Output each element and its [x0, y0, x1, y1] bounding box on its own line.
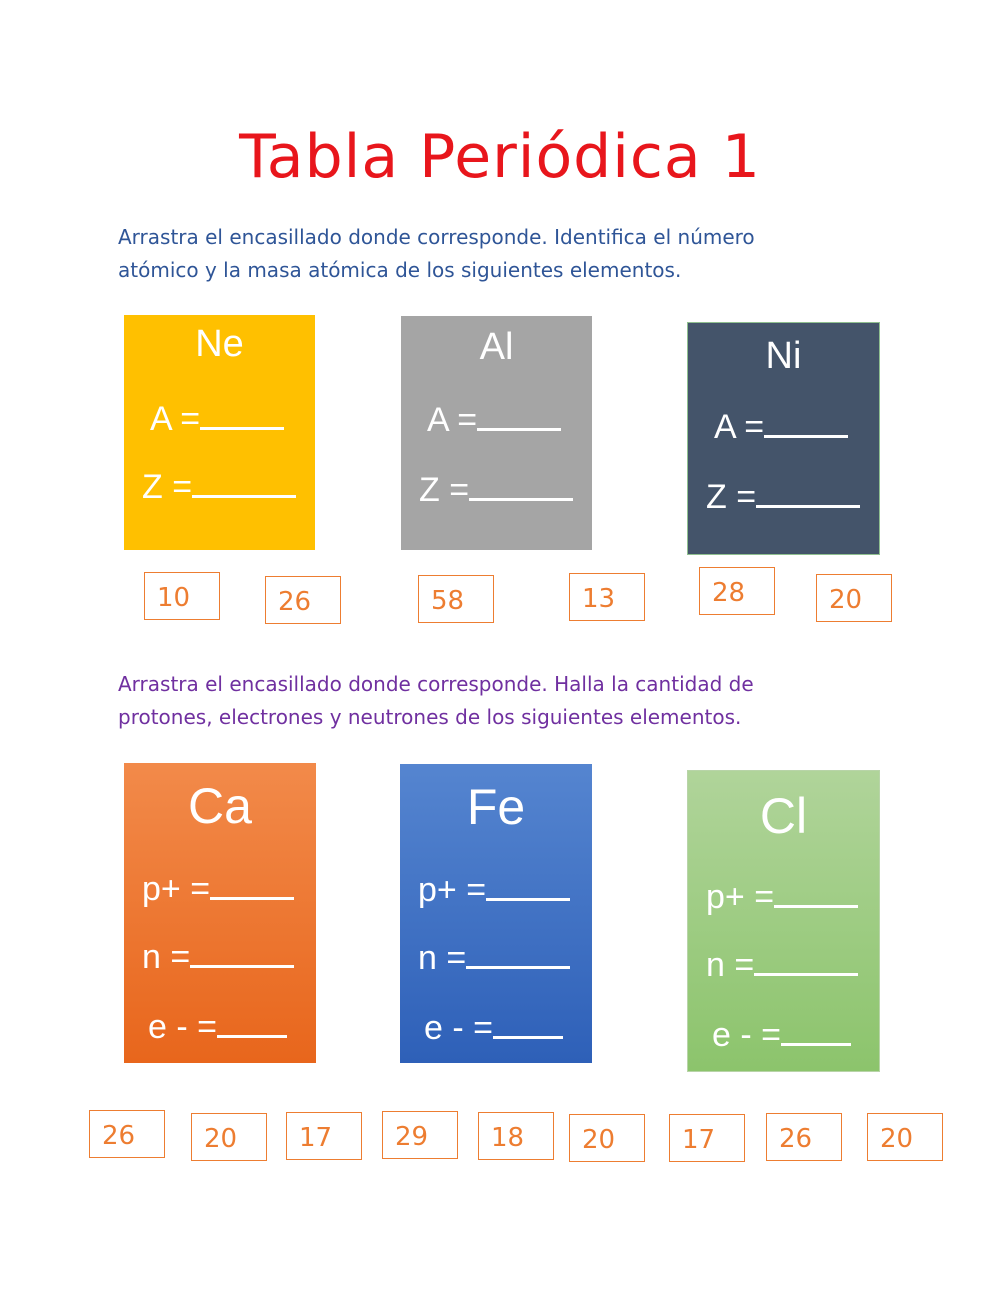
line-label: p+ = — [418, 871, 487, 909]
element-card-fe — [400, 764, 592, 1063]
element-symbol: Ne — [195, 323, 244, 365]
blank-line — [477, 398, 561, 431]
answer-chip[interactable]: 13 — [569, 573, 645, 621]
answer-chip[interactable]: 29 — [382, 1111, 458, 1159]
line-label: n = — [142, 938, 191, 976]
drop-target-protons[interactable] — [418, 868, 570, 910]
drop-target-z[interactable] — [706, 475, 860, 517]
blank-line — [781, 1013, 851, 1046]
line-label: e - = — [148, 1008, 217, 1046]
answer-chip[interactable]: 18 — [478, 1112, 554, 1160]
line-label: p+ = — [706, 878, 775, 916]
answer-chip[interactable]: 26 — [89, 1110, 165, 1158]
element-symbol: Ni — [765, 335, 802, 377]
line-label: p+ = — [142, 870, 211, 908]
blank-line — [486, 868, 570, 901]
line-label: A = — [714, 408, 765, 446]
line-label: Z = — [142, 468, 193, 506]
line-label: n = — [706, 946, 755, 984]
blank-line — [190, 935, 294, 968]
element-card-al — [401, 316, 592, 550]
element-card-cl — [687, 770, 880, 1072]
drop-target-electrons[interactable] — [424, 1006, 563, 1048]
instruction-part2: Arrastra el encasillado donde corresponde. Halla la cantidad de protones, electrones y neutrones de los siguientes elementos. — [118, 672, 754, 729]
drop-target-neutrons[interactable] — [706, 943, 858, 985]
page-title: Tabla Periódica 1 — [239, 122, 761, 192]
line-label: A = — [150, 400, 201, 438]
drop-target-z[interactable] — [142, 465, 296, 507]
blank-line — [466, 936, 570, 969]
answer-chip[interactable]: 20 — [867, 1113, 943, 1161]
line-label: Z = — [706, 478, 757, 516]
answer-chip[interactable]: 26 — [766, 1113, 842, 1161]
answer-chip[interactable]: 28 — [699, 567, 775, 615]
drop-target-electrons[interactable] — [712, 1013, 851, 1055]
line-label: e - = — [424, 1009, 493, 1047]
answer-chip[interactable]: 26 — [265, 576, 341, 624]
drop-target-neutrons[interactable] — [418, 936, 570, 978]
answer-chip[interactable]: 20 — [816, 574, 892, 622]
line-label: e - = — [712, 1016, 781, 1054]
element-card-ni — [687, 322, 880, 555]
drop-target-a[interactable] — [714, 405, 848, 447]
element-card-ca — [124, 763, 316, 1063]
element-card-ne — [124, 315, 315, 550]
answer-chip[interactable]: 58 — [418, 575, 494, 623]
instruction-part1: Arrastra el encasillado donde corresponde. Identifica el número atómico y la masa atómica de los siguientes elementos. — [118, 225, 755, 282]
blank-line — [200, 397, 284, 430]
blank-line — [217, 1005, 287, 1038]
drop-target-a[interactable] — [150, 397, 284, 439]
element-symbol: Al — [479, 326, 514, 368]
drop-target-a[interactable] — [427, 398, 561, 440]
drop-target-neutrons[interactable] — [142, 935, 294, 977]
blank-line — [774, 875, 858, 908]
line-label: n = — [418, 939, 467, 977]
drop-target-protons[interactable] — [706, 875, 858, 917]
blank-line — [754, 943, 858, 976]
answer-chip[interactable]: 20 — [191, 1113, 267, 1161]
answer-chip[interactable]: 20 — [569, 1114, 645, 1162]
drop-target-protons[interactable] — [142, 867, 294, 909]
answer-chip[interactable]: 17 — [286, 1112, 362, 1160]
blank-line — [210, 867, 294, 900]
line-label: Z = — [419, 471, 470, 509]
line-label: A = — [427, 401, 478, 439]
drop-target-z[interactable] — [419, 468, 573, 510]
blank-line — [469, 468, 573, 501]
blank-line — [493, 1006, 563, 1039]
drop-target-electrons[interactable] — [148, 1005, 287, 1047]
blank-line — [764, 405, 848, 438]
answer-chip[interactable]: 10 — [144, 572, 220, 620]
element-symbol: Ca — [188, 778, 252, 834]
blank-line — [756, 475, 860, 508]
element-symbol: Cl — [759, 788, 808, 844]
answer-chip[interactable]: 17 — [669, 1114, 745, 1162]
blank-line — [192, 465, 296, 498]
element-symbol: Fe — [466, 779, 526, 835]
